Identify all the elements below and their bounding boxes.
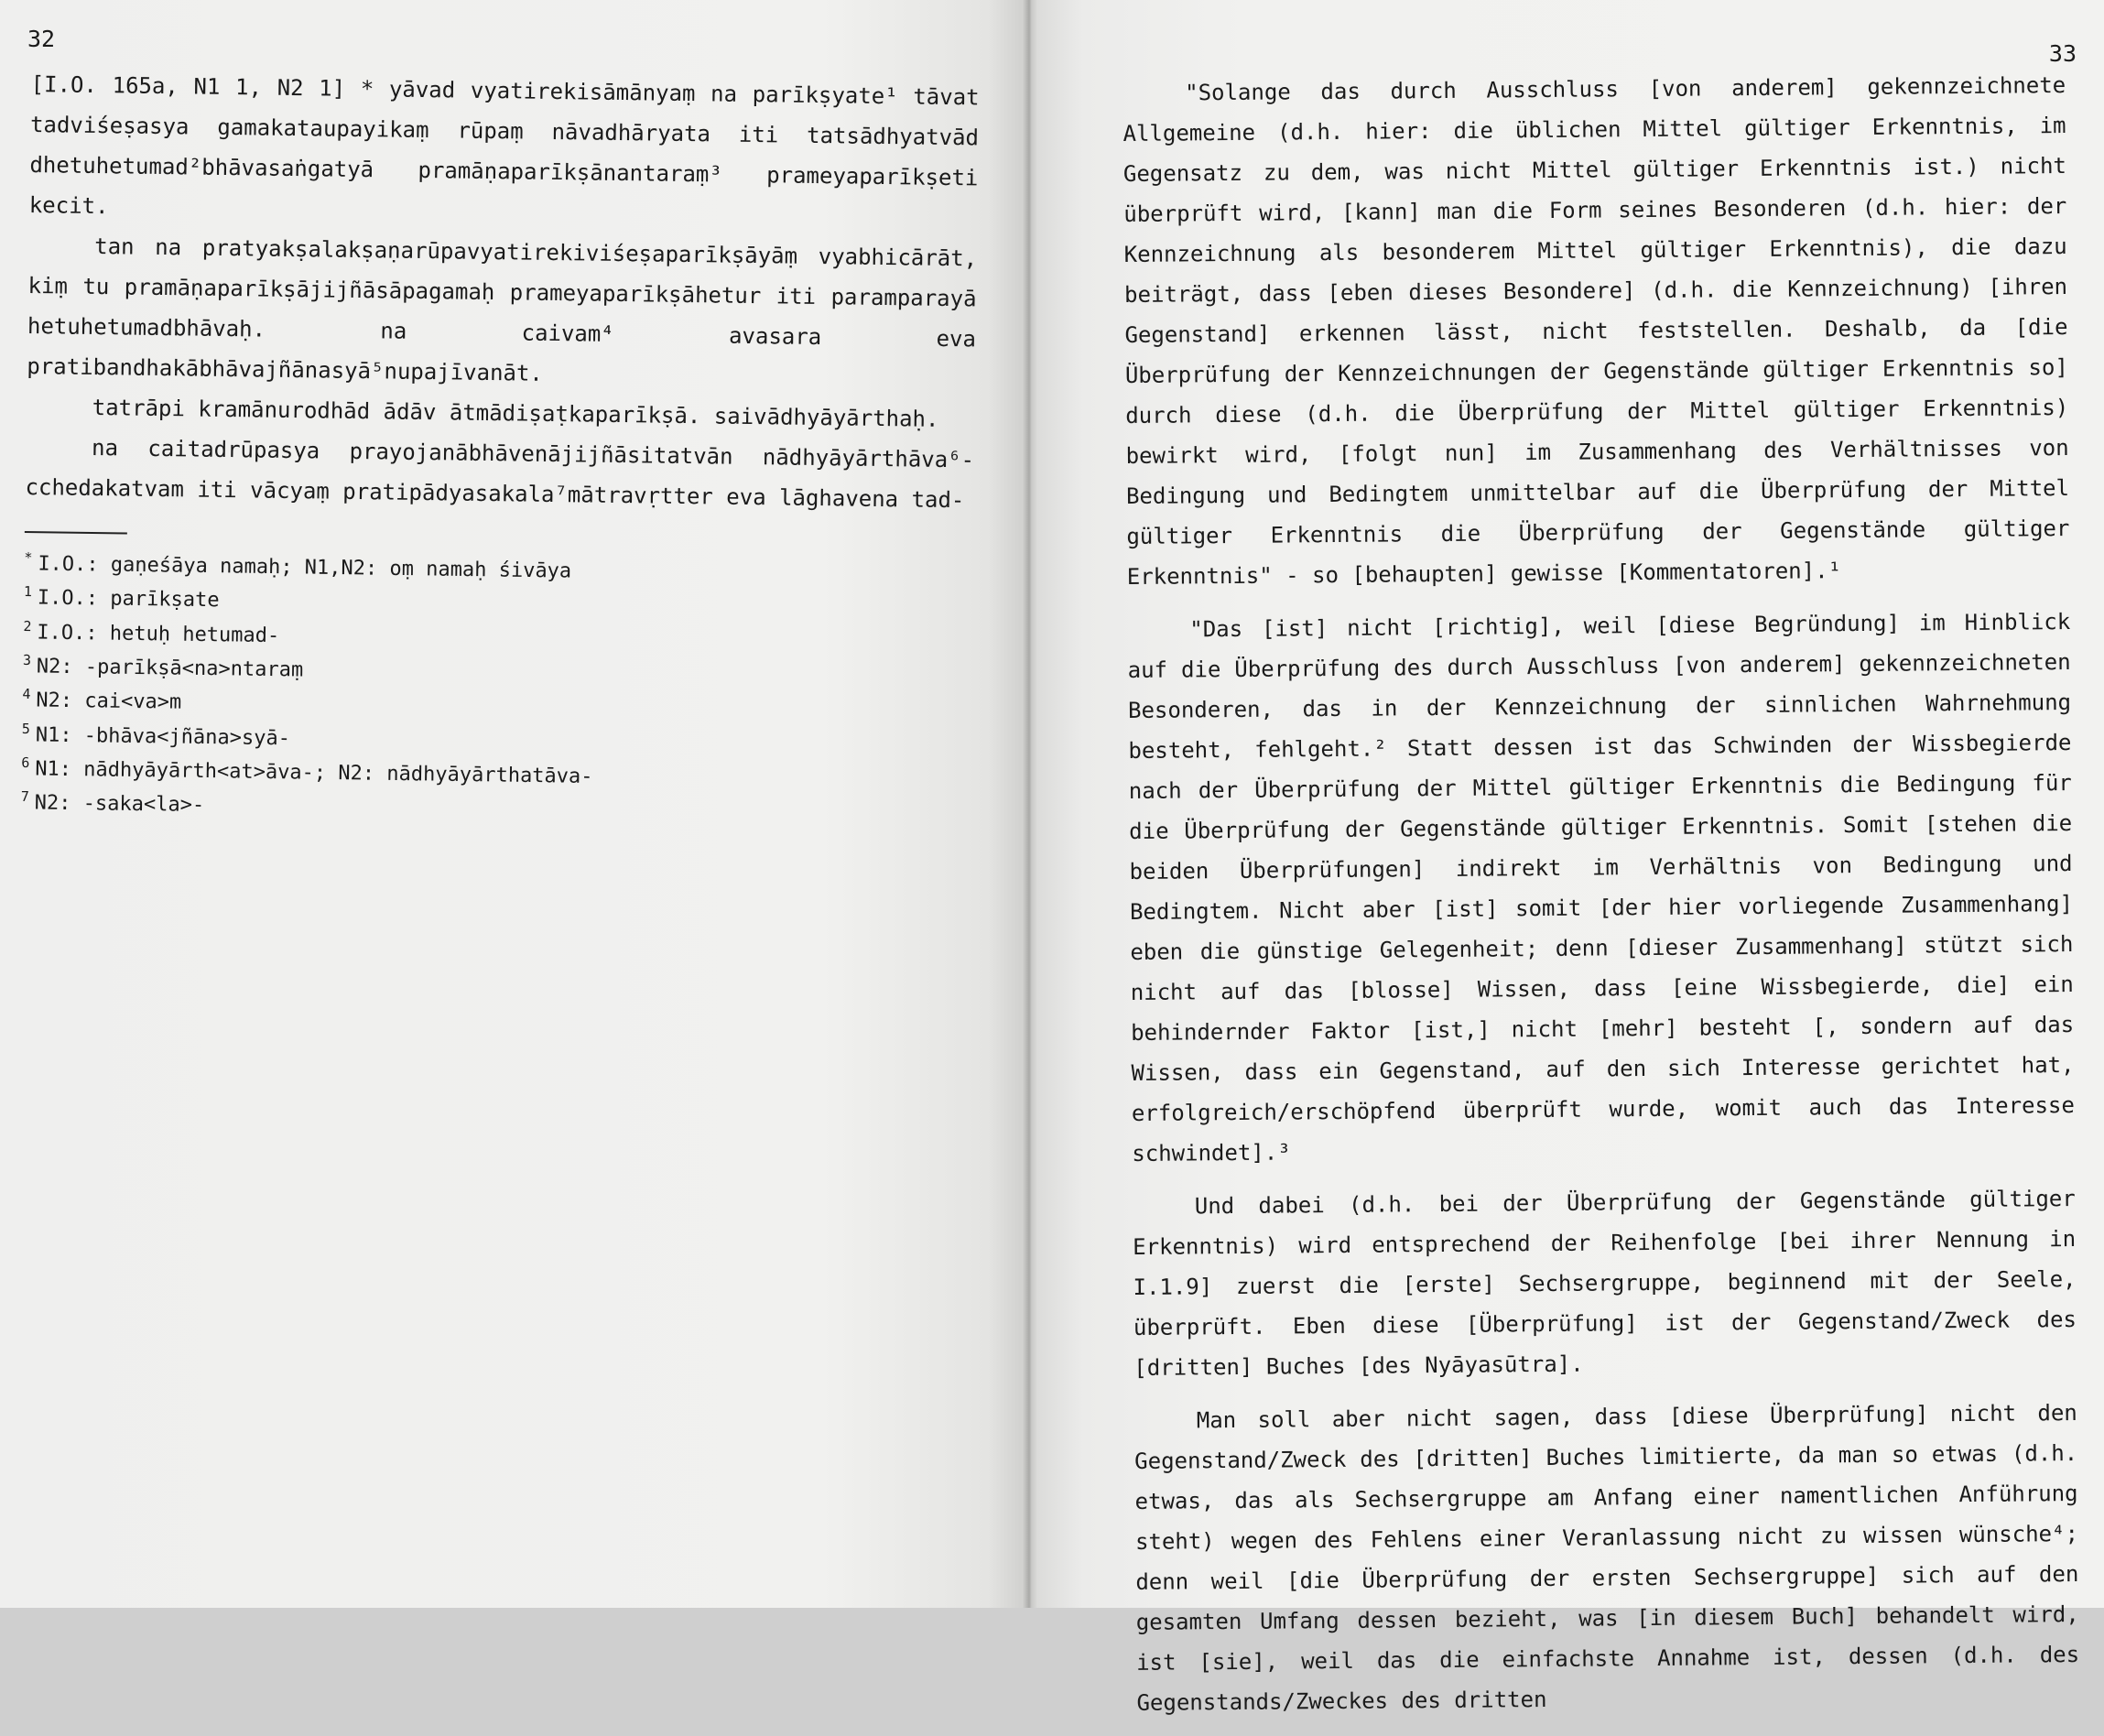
footnote-mark: *	[24, 548, 33, 567]
footnote-text: N2: -parīkṣā<na>ntaraṃ	[36, 655, 304, 682]
sanskrit-paragraph: [I.O. 165a, N1 1, N2 1] * yāvad vyatirekisāmānyaṃ na parīkṣyate¹ tāvat tadviśeṣasya gamakataupayikaṃ rūpaṃ nāvadhāryata iti tatsādhyatvād dhetuhetumad²bhāvasaṅgatyā pramāṇaparīkṣānantaraṃ³ prameyaparīkṣeti kecit.	[28, 71, 980, 220]
footnote-text: I.O.: hetuḥ hetumad-	[37, 621, 280, 647]
sanskrit-text-block	[21, 64, 980, 830]
left-page	[0, 0, 1029, 1608]
german-translation-block	[1122, 65, 2080, 1736]
footnote-text: I.O.: parīkṣate	[37, 586, 220, 613]
footnote-mark: 3	[22, 651, 32, 669]
book-gutter	[1022, 0, 1038, 1608]
footnote-list	[21, 544, 973, 830]
sanskrit-paragraph: na caitadrūpasya prayojanābhāvenājijñāsitatvān nādhyāyārthāva⁶-cchedakatvam iti vācyaṃ pratipādyasakala⁷mātravṛtter eva lāghavena tad-	[25, 434, 975, 514]
footnote-mark: 2	[23, 617, 32, 635]
translation-paragraph: "Das [ist] nicht [richtig], weil [diese Begründung] im Hinblick auf die Überprüfung des durch Ausschluss [von anderem] gekennzeichneten Besonderen, das in der Kennzeichnung der sinnlichen Wahrnehmung besteht, fehlgeht.² Statt dessen ist das Schwinden der Wissbegierde nach der Überprüfung der Mittel gültiger Erkenntnis die Bedingung für die Überprüfung der Gegenstände gültiger Erkenntnis. Somit [stehen die beiden Überprüfungen] indirekt im Verhältnis von Bedingung und Bedingtem. Nicht aber [ist] somit [der hier vorliegende Zusammenhang] eben die günstige Gelegenheit; denn [dieser Zusammenhang] stützt sich nicht auf das [blosse] Wissen, dass [eine Wissbegierde, die] ein behindernder Faktor [ist,] nicht [mehr] besteht [, sondern auf das Wissen, dass ein Gegenstand, auf den sich Interesse gerichtet hat, erfolgreich/erschöpfend überprüft wurde, womit auch das Interesse schwindet].³	[1127, 608, 2075, 1166]
footnote-text: N2: -saka<la>-	[34, 791, 205, 818]
right-page	[1029, 0, 2104, 1716]
translation-paragraph: Und dabei (d.h. bei der Überprüfung der Gegenstände gültiger Erkenntnis) wird entsprechend der Reihenfolge [bei ihrer Nennung in I.1.9] zuerst die [erste] Sechsergruppe, beginnend mit der Seele, überprüft. Eben diese [Überprüfung] ist der Gegenstand/Zweck des [dritten] Buches [des Nyāyasūtra].	[1133, 1185, 2077, 1381]
footnote-text: N1: -bhāva<jñāna>syā-	[35, 723, 291, 750]
footnote-divider	[25, 531, 127, 535]
translation-paragraph: Man soll aber nicht sagen, dass [diese Überprüfung] nicht den Gegenstand/Zweck des [dritten] Buches limitierte, da man so etwas (d.h. etwas, das als Sechsergruppe am Anfang einer namentlichen Anführung steht) wegen des Fehlens einer Veranlassung nicht zu wissen wünsche⁴; denn weil [die Überprüfung der ersten Sechsergruppe] sich auf den gesamten Umfang dessen bezieht, was [in diesem Buch] behandelt wird, ist [sie], weil das die einfachste Annahme ist, dessen (d.h. des Gegenstands/Zweckes des dritten	[1134, 1399, 2080, 1716]
footnote-mark: 4	[22, 686, 31, 703]
footnote-text: N1: nādhyāyārth<at>āva-; N2: nādhyāyārthatāva-	[35, 757, 593, 788]
page-number-left: 32	[27, 26, 56, 52]
sanskrit-paragraph: tan na pratyakṣalakṣaṇarūpavyatirekiviśeṣaparīkṣāyāṃ vyabhicārāt, kiṃ tu pramāṇaparīkṣājijñāsāpagamaḥ prameyaparīkṣāhetur iti paramparayā hetuhetumadbhāvaḥ. na caivam⁴ avasara eva pratibandhakābhāvajñānasyā⁵nupajīvanāt.	[27, 233, 978, 386]
footnote-mark: 1	[23, 583, 33, 601]
page-number-right: 33	[2048, 40, 2077, 67]
footnote-mark: 5	[21, 720, 31, 737]
footnote-mark: 7	[20, 788, 29, 806]
footnote-text: N2: cai<va>m	[36, 689, 182, 715]
translation-paragraph: "Solange das durch Ausschluss [von anderem] gekennzeichnete Allgemeine (d.h. hier: die üblichen Mittel gültiger Erkenntnis, im Gegensatz zu dem, was nicht Mittel gültiger Erkenntnis ist.) nicht überprüft wird, [kann] man die Form seines Besonderen (d.h. hier: der Kennzeichnung als besonderem Mittel gültiger Erkenntnis), die dazu beiträgt, dass [eben dieses Besondere] (d.h. die Kennzeichnung) [ihren Gegenstand] erkennen lässt, nicht feststellen. Deshalb, da [die Überprüfung der Kennzeichnungen der Gegenstände gültiger Erkenntnis so] durch diese (d.h. die Überprüfung der Mittel gültiger Erkenntnis) bewirkt wird, [folgt nun] im Zusammenhang des Verhältnisses von Bedingung und Bedingtem unmittelbar auf die Überprüfung der Mittel gültiger Erkenntnis die Überprüfung der Gegenstände gültiger Erkenntnis" - so [behaupten] gewisse [Kommentatoren].¹	[1122, 72, 2070, 590]
sanskrit-paragraph: tatrāpi kramānurodhād ādāv ātmādiṣaṭkaparīkṣā. saivādhyāyārthaḥ.	[92, 394, 939, 432]
footnote-text: I.O.: gaṇeśāya namaḥ; N1,N2: oṃ namaḥ śivāya	[38, 552, 572, 583]
footnote-mark: 6	[21, 754, 30, 772]
